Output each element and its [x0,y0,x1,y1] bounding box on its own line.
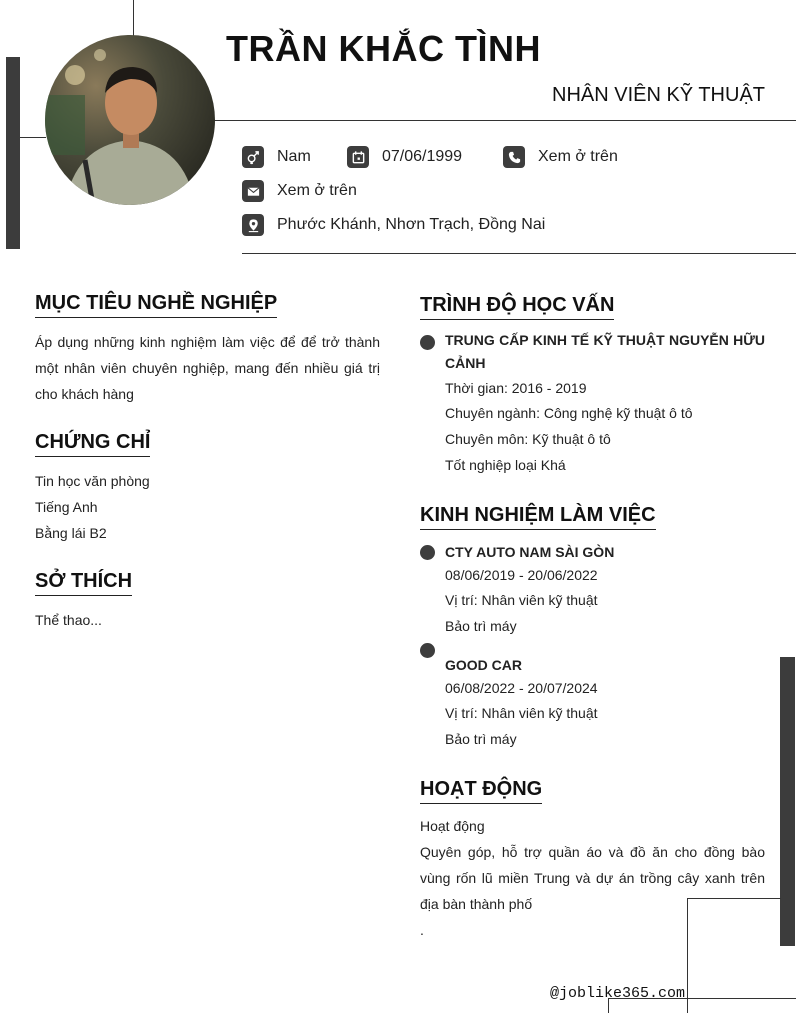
education-major: Chuyên ngành: Công nghệ kỹ thuật ô tô [445,405,693,421]
left-accent-bar [6,57,20,249]
objective-text: Áp dụng những kinh nghiệm làm việc để để trở thành một nhân viên chuyên nghiệp, mang đến nhiều giá trị cho khách hàng [35,334,380,402]
job-period: 06/08/2022 - 20/07/2024 [445,680,598,696]
objective-heading: MỤC TIÊU NGHỀ NGHIỆP [35,292,277,318]
calendar-icon [347,146,369,168]
hobbies-heading: SỞ THÍCH [35,570,132,596]
certificates-heading: CHỨNG CHỈ [35,431,150,457]
job-task: Bảo trì máy [445,618,517,634]
address-row [242,214,545,236]
dob-row [347,146,462,168]
phone-icon [503,146,525,168]
watermark: @joblike365.com [550,985,686,1002]
certificate-item: Bằng lái B2 [35,525,107,541]
email-value: Xem ở trên [277,182,357,199]
job-task: Bảo trì máy [445,731,517,747]
education-time: Thời gian: 2016 - 2019 [445,380,587,396]
activities-line: Hoạt động [420,818,485,834]
left-decor-line [20,137,46,138]
dob-value: 07/06/1999 [382,148,463,165]
avatar-photo [45,35,215,205]
activities-heading: HOẠT ĐỘNG [420,778,542,804]
experience-heading: KINH NGHIỆM LÀM VIỆC [420,504,656,530]
job-bullet [420,643,435,658]
gender-row [242,146,311,168]
job-company: GOOD CAR [445,657,522,673]
education-grade: Tốt nghiệp loại Khá [445,457,566,473]
candidate-name: TRẦN KHẮC TÌNH [226,28,541,69]
email-icon [242,180,264,202]
school-name: TRUNG CẤP KINH TẾ KỸ THUẬT NGUYỄN HỮU CẢNH [445,332,765,371]
email-row [242,180,357,202]
phone-row [503,146,618,168]
header-divider [215,120,796,121]
phone-value: Xem ở trên [538,148,618,165]
job-company: CTY AUTO NAM SÀI GÒN [445,544,615,560]
certificate-item: Tin học văn phòng [35,473,150,489]
contact-divider [242,253,796,254]
job-role: Vị trí: Nhân viên kỹ thuật [445,592,598,608]
avatar [45,35,215,205]
job-period: 08/06/2019 - 20/06/2022 [445,567,598,583]
right-accent-bar [780,657,795,946]
job-bullet [420,545,435,560]
hobbies-text: Thể thao... [35,612,102,628]
education-subject: Chuyên môn: Kỹ thuật ô tô [445,431,611,447]
gender-value: Nam [277,148,311,165]
certificate-item: Tiếng Anh [35,499,98,515]
activities-trailing: . [420,922,424,938]
location-icon [242,214,264,236]
gender-icon [242,146,264,168]
top-decor-line [133,0,134,36]
job-role: Vị trí: Nhân viên kỹ thuật [445,705,598,721]
job-position: NHÂN VIÊN KỸ THUẬT [552,84,765,106]
education-heading: TRÌNH ĐỘ HỌC VẤN [420,294,614,320]
education-bullet [420,335,435,350]
address-value: Phước Khánh, Nhơn Trạch, Đồng Nai [277,216,546,233]
activities-description: Quyên góp, hỗ trợ quần áo và đồ ăn cho đồng bào vùng rốn lũ miền Trung và dự án trồng cây xanh trên địa bàn thành phố [420,844,765,912]
